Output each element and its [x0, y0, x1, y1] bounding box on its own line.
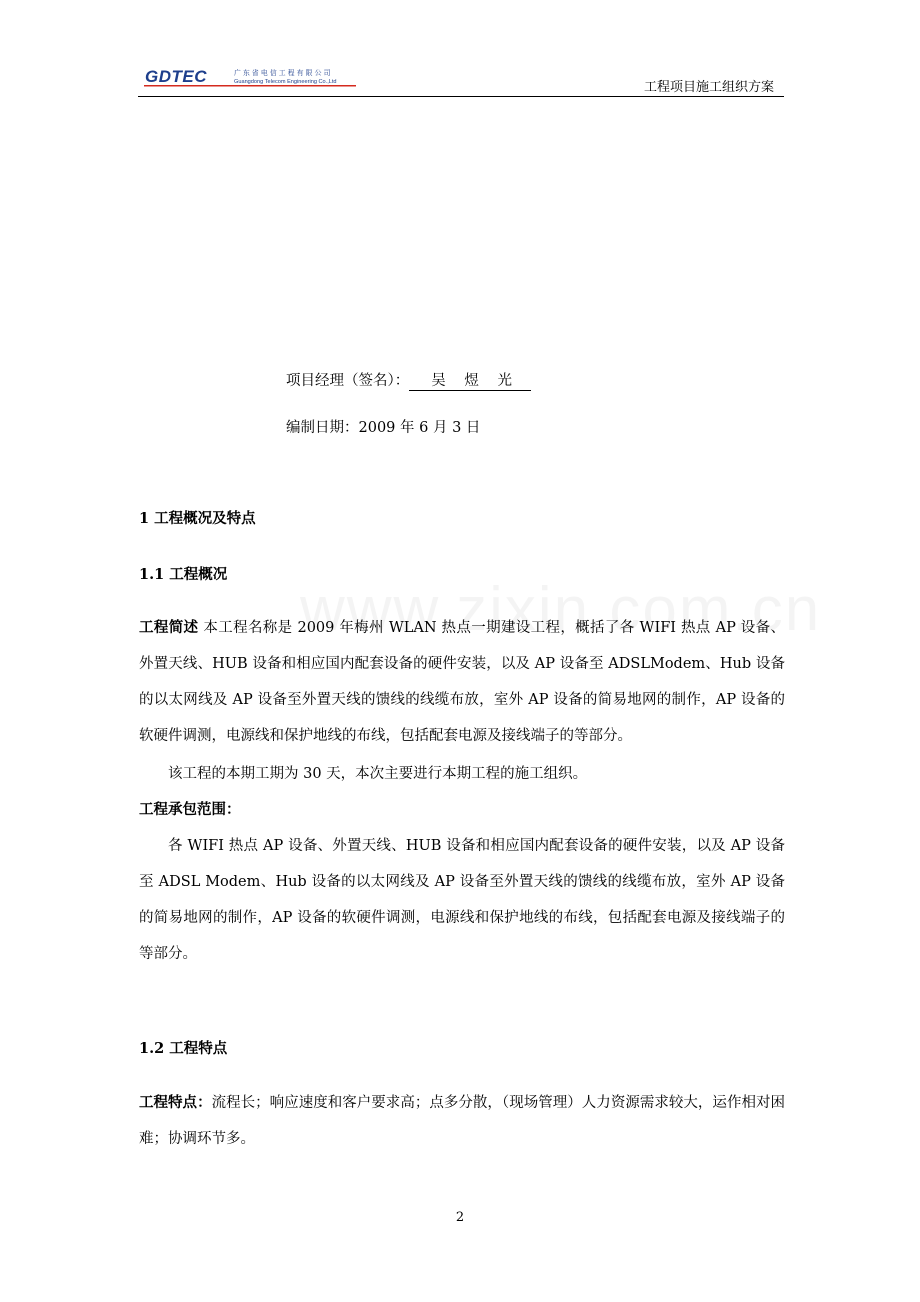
- date-value: 2009 年 6 月 3 日: [358, 420, 481, 436]
- section-heading-1-1: 1.1 工程概况: [139, 566, 228, 583]
- signature-label: 项目经理（签名）：: [286, 373, 410, 389]
- section-heading-1-2: 1.2 工程特点: [139, 1040, 228, 1057]
- summary-label: 工程简述: [139, 619, 199, 636]
- features-paragraph: [139, 1085, 785, 1157]
- page-number: 2: [455, 1210, 465, 1225]
- features-text: 流程长；响应速度和客户要求高；点多分散，（现场管理）人力资源需求较大，运作相对困难；协调环节多。: [139, 1095, 786, 1147]
- document-title: 工程项目施工组织方案: [643, 80, 774, 95]
- summary-paragraph: [139, 610, 785, 754]
- signature-name: 吴 煜 光: [409, 369, 531, 391]
- page-header: [138, 64, 784, 97]
- period-paragraph: 该工程的本期工期为 30 天，本次主要进行本期工程的施工组织。: [168, 766, 588, 782]
- company-logo: [144, 67, 356, 91]
- scope-paragraph: 各 WIFI 热点 AP 设备、外置天线、HUB 设备和相应国内配套设备的硬件安装，以及 AP 设备至 ADSL Modem、Hub 设备的以太网线及 AP 设备至外置天线的馈线的线缆布放，室外 AP 设备的简易地网的制作，AP 设备的软硬件调测，电源线和保护地线的布线，包括配套电源及接线端子的等部分。: [139, 838, 785, 962]
- summary-text: 本工程名称是 2009 年梅州 WLAN 热点一期建设工程，概括了各 WIFI 热点 AP 设备、外置天线、HUB 设备和相应国内配套设备的硬件安装，以及 AP 设备至 ADSLModem、Hub 设备的以太网线及 AP 设备至外置天线的馈线的线缆布放，室外 AP 设备的简易地网的制作，AP 设备的软硬件调测，电源线和保护地线的布线，包括配套电源及接线端子的等部分。: [139, 620, 786, 744]
- features-label: 工程特点：: [139, 1094, 212, 1111]
- date-label: 编制日期：: [286, 420, 359, 436]
- logo-company-en: Guangdong Telecom Engineering Co.,Ltd: [234, 79, 337, 85]
- logo-mark: GDTEC: [145, 67, 207, 86]
- date-line: [286, 416, 480, 437]
- signature-line: [286, 369, 531, 391]
- logo-company-cn: 广 东 省 电 信 工 程 有 限 公 司: [234, 69, 331, 77]
- section-heading-1: 1 工程概况及特点: [139, 510, 256, 527]
- scope-label: 工程承包范围：: [139, 801, 241, 818]
